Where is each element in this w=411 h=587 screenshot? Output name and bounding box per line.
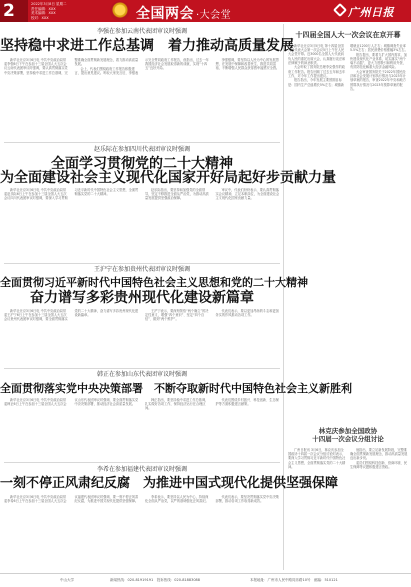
article-headline: 一刻不停正风肃纪反腐 为推进中国式现代化提供坚强保障: [0, 476, 339, 491]
article-paragraph: 报告提出，要着力扩大国内需求，加快建设现代化产业体系，切实落实“两个毫不动摇”，更大力度吸引和利用外资，有效防范化解重大经济金融风险。: [350, 52, 407, 70]
article-paragraph: 代表们表示，要坚决贯彻落实党中央决策部署，推动各项工作取得新成效。: [215, 495, 279, 504]
right-column-title: 十四届全国人大一次会议在京开幕: [295, 31, 401, 39]
article-paragraph: 委员们围绕科技创新、营商环境、民生保障等议题积极建言资政。: [350, 461, 407, 470]
article-paragraph: 新华社北京3月6日电 中共中央政治局常委李强6日下午在参加十三届全国人大五次会议云南代表团审议时强调，要认真贯彻落实党中央决策部署，坚持稳中求进工作总基调，完整准确全面贯彻新发展理念，着力推动高质量发展。: [4, 58, 139, 75]
article-paragraph: 新华社北京3月6日电 中共中央政治局常委赵乐际6日上午在参加十三届全国人大五次会议四川代表团审议时强调，要深入学习贯彻习近平新时代中国特色社会主义思想，全面贯彻落实党的二十大精神。: [4, 188, 139, 201]
article-kicker: 赵乐际在参加四川代表团审议时强调: [93, 146, 190, 153]
meta-line: 校对：XXX: [31, 15, 49, 20]
article-kicker: 李强在参加云南代表团审议时强调: [96, 28, 187, 35]
article-headline: 坚持稳中求进工作总基调 着力推动高质量发展: [0, 38, 294, 54]
article-paragraph: 会上，代表们围绕政府工作报告积极建言，提出意见建议。听取大家发言后，李强表示完全赞同政府工作报告，他指出，过去一年我国经济社会发展取得新的成就，实现“十四五”良好开局。: [74, 58, 209, 75]
article-paragraph: 新华社北京3月6日电 中共中央政治局常委王沪宁6日上午在参加十三届全国人大五次会议贵州代表团审议时强调，要全面贯彻落实党的二十大精神，奋力谱写多彩贵州现代化建设新篇章。: [4, 309, 139, 322]
page-number: 2: [3, 1, 15, 21]
article-paragraph: 李强强调，要坚持以人民为中心的发展思想，在发展中保障和改善民生，推进共同富裕，不断增强人民群众获得感幸福感安全感。: [215, 58, 280, 71]
article-paragraph: 新华社北京3月6日电 中共中央政治局常委韩正6日上午在参加十三届全国人大五次会议山东代表团审议时强调，要全面贯彻落实党中央决策部署，推动经济社会高质量发展。: [4, 398, 139, 407]
article-paragraph: 新华社北京3月6日电 中共中央政治局常委李希6日上午在参加十三届全国人大五次会议福建代表团审议时强调，要一刻不停正风肃纪反腐，为推进中国式现代化提供坚强保障。: [4, 495, 139, 504]
masthead-meta: [31, 2, 91, 20]
article-body: [4, 398, 280, 460]
article-paragraph: 代表们表示，要以更加昂扬的斗志和更加务实的作风推动各项工作。: [215, 309, 279, 318]
meta-line: 美术编辑：XXX: [31, 11, 56, 15]
article-divider: [4, 368, 280, 369]
article-kicker: 韩正在参加山东代表团审议时强调: [96, 371, 187, 378]
right-column-body-2: [288, 448, 408, 568]
article-paragraph: 报告指出，今年发展主要预期目标是：国内生产总值增长5%左右；城镇新增就业1200万人左右；城镇调查失业率5.5%左右；居民消费价格涨幅3%左右。: [288, 44, 408, 87]
section-title-text: 全国两会: [136, 6, 194, 22]
footer-center: 新闻热线：020-81919191 投诉热线：020-81883088: [110, 578, 201, 582]
article-paragraph: 王沪宁表示，要深刻领悟“两个确立”的决定性意义，增强“四个意识”、坚定“四个自信”、做到“两个维护”。: [145, 309, 209, 322]
article-body: [4, 58, 280, 138]
newspaper-logo: 广州日报: [348, 6, 394, 19]
masthead: [0, 0, 411, 22]
article-paragraph: 代表们围绕乡村振兴、科技创新、生态保护等方面积极建言献策。: [215, 398, 279, 407]
national-emblem-icon: [110, 1, 130, 21]
page-footer: [0, 573, 411, 587]
article-paragraph: 他指出，要立足新发展阶段，完整准确全面贯彻新发展理念，推动高质量发展迈出新步伐。: [350, 448, 408, 461]
article-paragraph: 韩正指出，要坚持稳中求进工作总基调，扎实做好各项工作，保持经济运行在合理区间。: [145, 398, 209, 411]
section-title: [136, 3, 231, 23]
article-headline-line2: 奋力谱写多彩贵州现代化建设新篇章: [30, 290, 254, 306]
article-body: [4, 495, 280, 569]
article-kicker: 李希在参加福建代表团审议时强调: [96, 466, 187, 473]
article-paragraph: 新华社北京3月5日电 第十四届全国人民代表大会第一次会议5日上午在人民大会堂开幕。近3000名全国人大代表肩负人民的重托出席大会，认真履行宪法和法律赋予的神圣职责。: [288, 44, 346, 65]
article-paragraph: 赵乐际指出，要坚持和加强党的全面领导，坚定不移推进全面从严治党，为推动高质量发展提供坚强政治保障。: [145, 188, 209, 201]
article-divider: [4, 263, 280, 264]
article-divider: [4, 142, 280, 143]
article-paragraph: 广州日报讯 3月6日，林克庆参加全国政协十四届一次会议分组讨论时表示，要深入学习贯彻习近平新时代中国特色社会主义思想，全面贯彻落实党的二十大精神。: [288, 448, 346, 469]
article-kicker: 王沪宁在参加贵州代表团审议时强调: [93, 266, 190, 273]
meta-line: 2022年3月8日 星期二: [31, 2, 67, 6]
right-title2-line2: 十四届一次会议分组讨论: [312, 435, 384, 443]
meta-line: 责任编辑：XXX: [31, 6, 56, 11]
right-column-title-2: [287, 427, 409, 443]
article-paragraph: 大会听取了国务院总理李克强作的政府工作报告。报告回顾了过去五年和去年工作，对今年工作提出建议。: [288, 65, 346, 78]
article-paragraph: 大会审查国务院关于2022年国民经济和社会发展计划执行情况与2023年计划草案的报告，审查2022年中央和地方预算执行情况与2023年预算草案的报告。: [350, 70, 406, 91]
article-headline: 全面贯彻习近平新时代中国特色社会主义思想和党的二十大精神: [0, 276, 308, 289]
footer-right: 本报地址：广州市人民中路同乐路10号 邮编：510121: [250, 578, 338, 582]
article-headline: 全面学习贯彻党的二十大精神: [51, 156, 233, 172]
footer-left: 中山大学: [60, 578, 74, 582]
page-number-box: [0, 0, 28, 22]
article-paragraph: 李希表示，要坚持以人民为中心，持续深化全面从严治党，以严的基调强化正风肃纪。: [145, 495, 209, 504]
right-column-body: [288, 44, 408, 422]
article-divider: [4, 462, 280, 463]
article-headline-line2: 为全面建设社会主义现代化国家开好局起好步贡献力量: [0, 170, 336, 186]
right-title2-line1: 林克庆参加全国政协: [318, 427, 378, 435]
article-paragraph: 审议中，代表们纷纷表示，要认真贯彻落实会议精神，立足本职岗位，为全面建设社会主义现代化国家贡献力量。: [215, 188, 280, 201]
article-headline: 全面贯彻落实党中央决策部署 不断夺取新时代中国特色社会主义新胜利: [0, 382, 352, 395]
article-body: [4, 309, 280, 367]
article-body: [4, 188, 280, 260]
section-title-suffix: ·大会堂: [196, 10, 232, 21]
